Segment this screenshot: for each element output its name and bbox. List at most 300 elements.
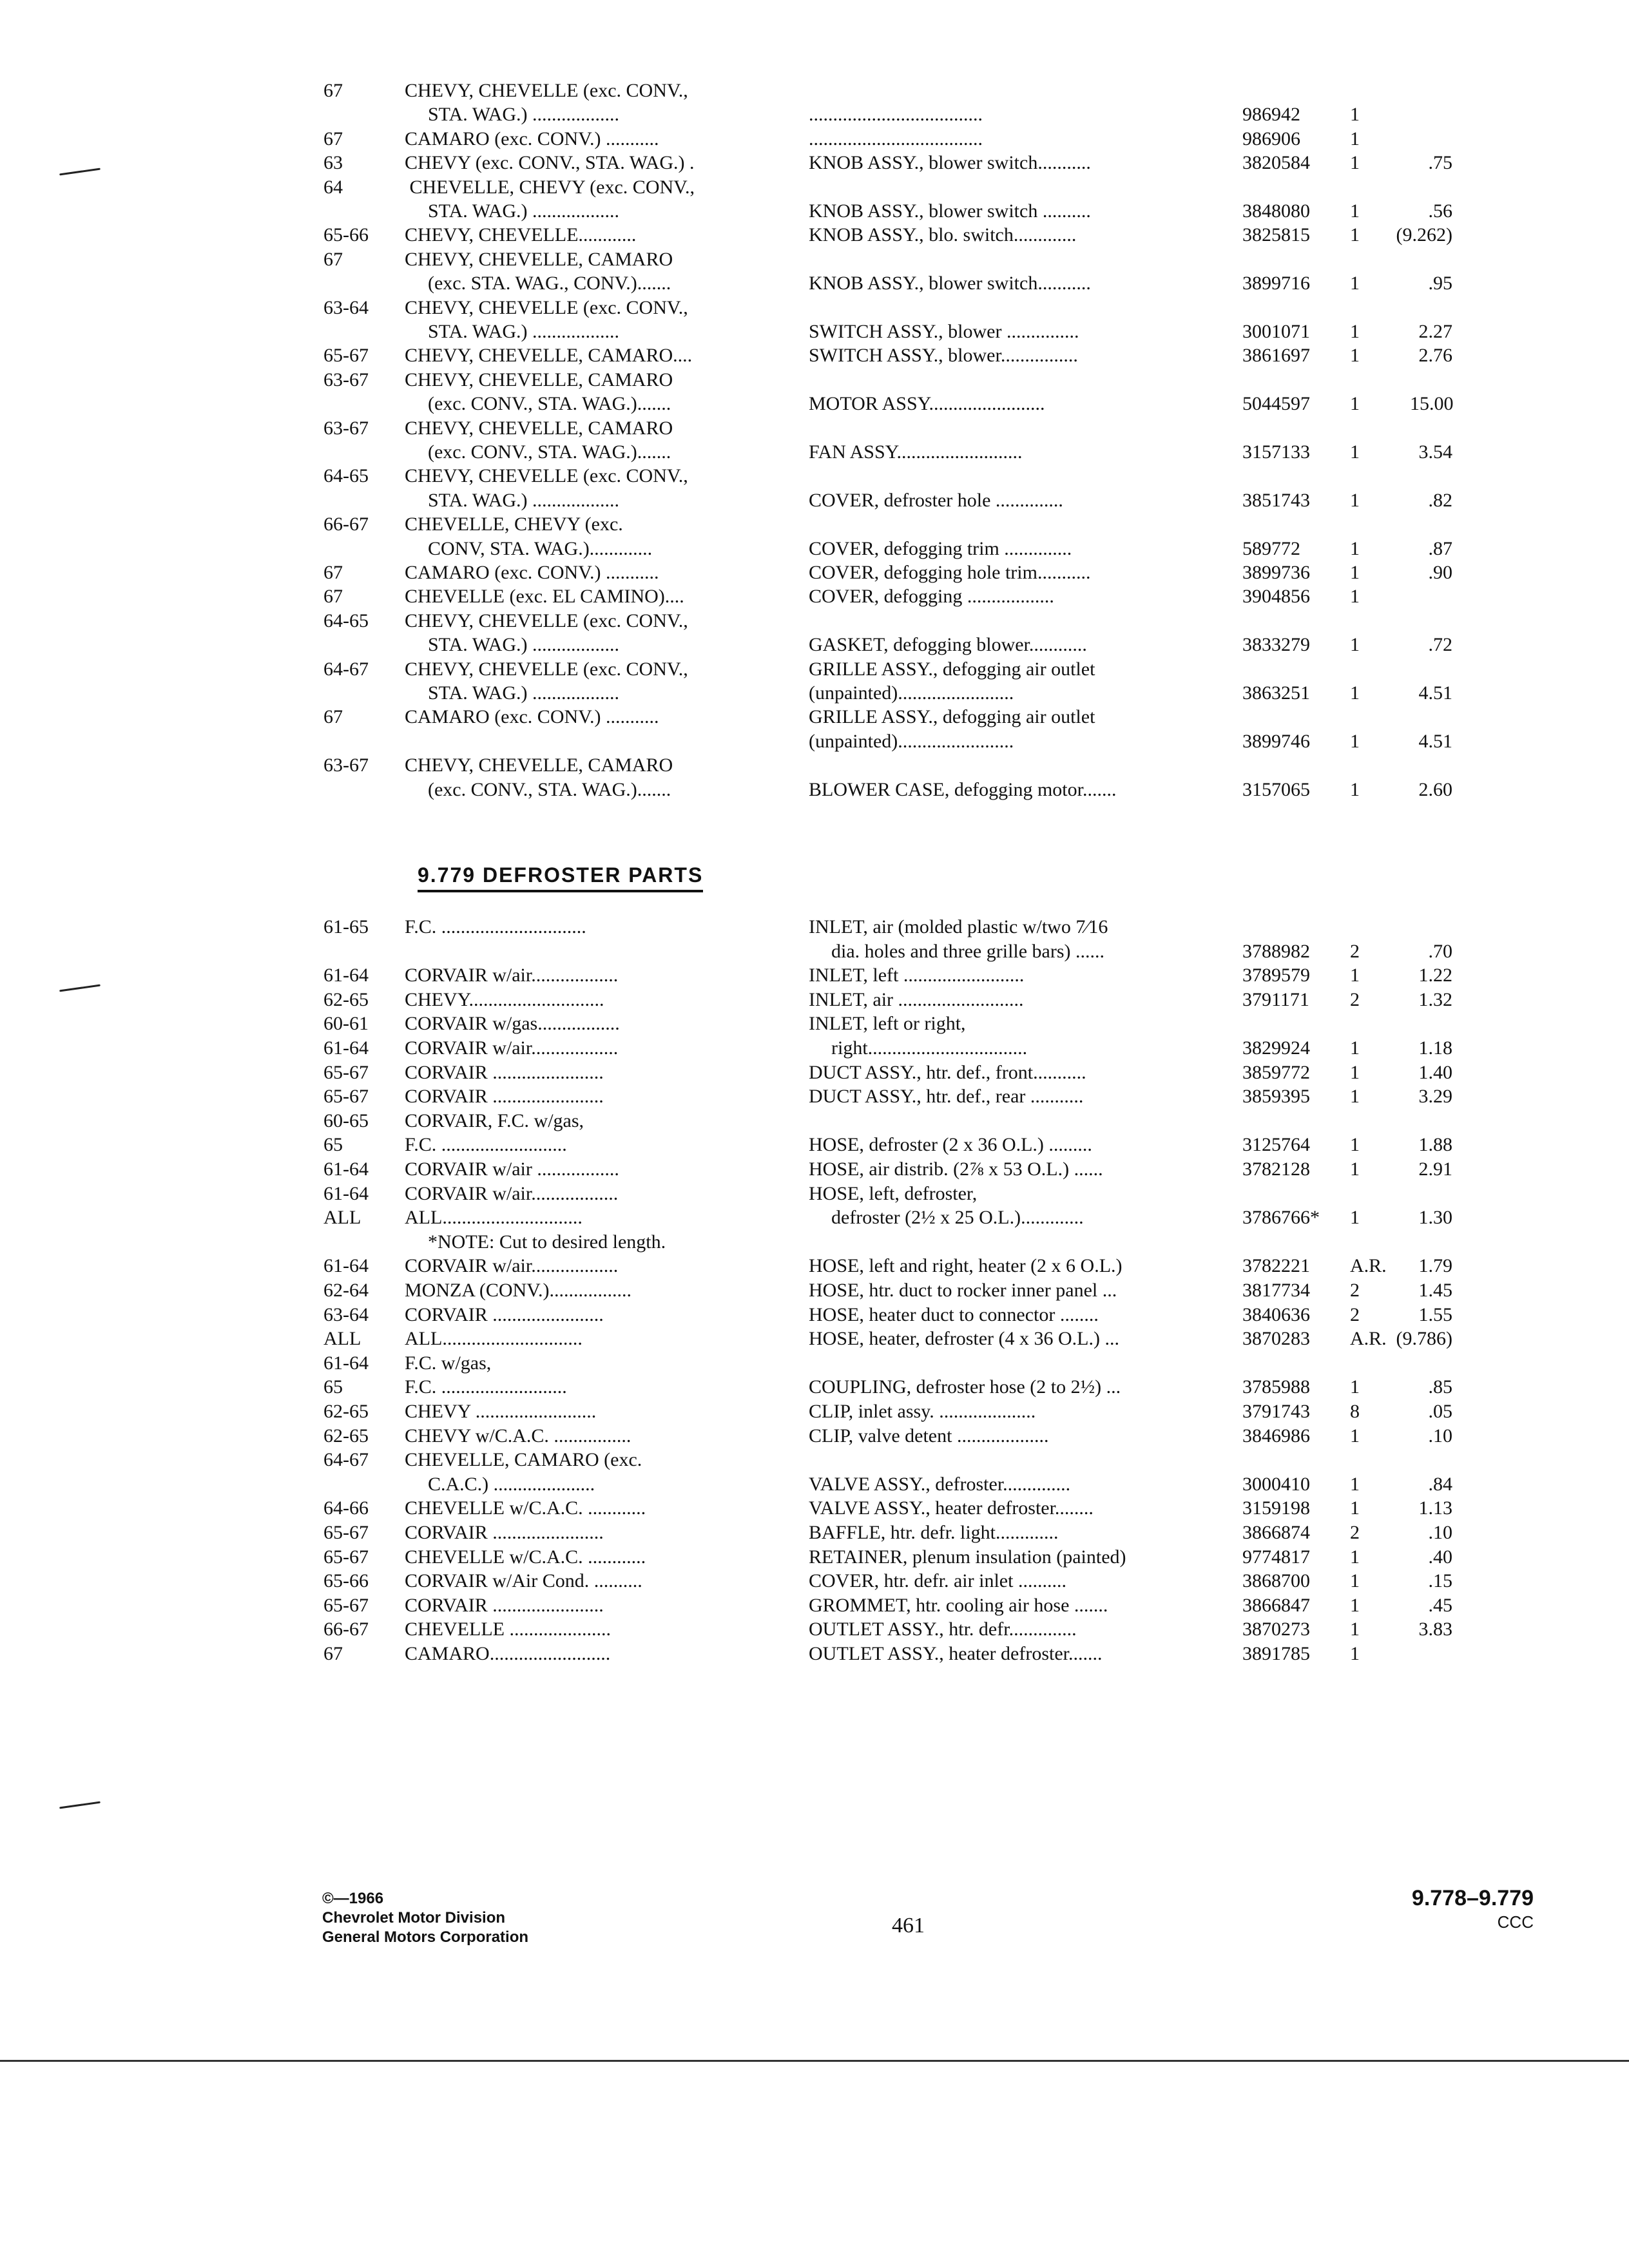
list-price: .15 [1428, 1570, 1452, 1592]
model-application: CORVAIR, F.C. w/gas, [405, 1110, 584, 1131]
part-number: 3899746 [1242, 730, 1310, 752]
model-application: CORVAIR ....................... [405, 1522, 604, 1543]
year-range: 65 [323, 1134, 343, 1156]
list-price: 1.22 [1418, 965, 1452, 986]
quantity: 1 [1350, 562, 1360, 583]
quantity: 1 [1350, 1594, 1360, 1616]
quantity: 1 [1350, 537, 1360, 559]
part-row [0, 223, 1629, 247]
year-range: 65-67 [323, 1546, 369, 1568]
part-number: 3001071 [1242, 321, 1310, 342]
model-application: CORVAIR ....................... [405, 1303, 604, 1325]
part-row [0, 1133, 1629, 1157]
model-application: CHEVY, CHEVELLE (exc. CONV., [405, 658, 688, 680]
corporation-name: General Motors Corporation [322, 1928, 529, 1946]
year-range: 61-64 [323, 1352, 369, 1374]
list-price: 15.00 [1410, 393, 1454, 415]
part-number: 3820584 [1242, 152, 1310, 174]
part-description: KNOB ASSY., blower switch........... [809, 152, 1091, 174]
part-number: 3891785 [1242, 1643, 1310, 1664]
part-row [0, 296, 1629, 320]
part-row [0, 1545, 1629, 1570]
part-number: 986906 [1242, 128, 1300, 149]
model-application: CORVAIR w/Air Cond. .......... [405, 1570, 642, 1592]
year-range: 64-65 [323, 465, 369, 487]
part-row [0, 584, 1629, 609]
quantity: 1 [1350, 778, 1360, 800]
part-row [0, 464, 1629, 488]
part-row [0, 1061, 1629, 1085]
list-price: .84 [1428, 1473, 1452, 1495]
part-description: GRILLE ASSY., defogging air outlet [809, 658, 1095, 680]
part-row [0, 320, 1629, 344]
list-price: .75 [1428, 152, 1452, 174]
part-row [0, 681, 1629, 706]
year-range: 65-67 [323, 1086, 369, 1108]
part-row [0, 1036, 1629, 1061]
model-application: CHEVY, CHEVELLE, CAMARO [405, 754, 673, 776]
part-number: 3851743 [1242, 489, 1310, 511]
model-application: CHEVY w/C.A.C. ................ [405, 1425, 631, 1446]
model-application: (exc. STA. WAG., CONV.)....... [428, 273, 671, 294]
part-row [0, 199, 1629, 224]
quantity: A.R. [1350, 1255, 1387, 1277]
model-application: CORVAIR w/air.................. [405, 965, 619, 986]
part-row [0, 1206, 1629, 1230]
part-row [0, 512, 1629, 537]
quantity: 1 [1350, 1546, 1360, 1568]
part-row [0, 705, 1629, 729]
quantity: A.R. [1350, 1328, 1387, 1350]
part-number: 3788982 [1242, 940, 1310, 962]
part-description: CLIP, inlet assy. .................... [809, 1401, 1036, 1422]
part-number: 3866847 [1242, 1594, 1310, 1616]
model-application: STA. WAG.) .................. [428, 200, 620, 222]
part-number: 3829924 [1242, 1037, 1310, 1059]
part-row [0, 561, 1629, 585]
year-range: 64 [323, 176, 343, 198]
part-row [0, 1182, 1629, 1206]
section-title: 9.779 DEFROSTER PARTS [418, 863, 703, 892]
model-application: CHEVY (exc. CONV., STA. WAG.) . [405, 152, 695, 174]
part-row [0, 102, 1629, 127]
model-application: CORVAIR w/air.................. [405, 1037, 619, 1059]
year-range: 67 [323, 248, 343, 270]
part-number: 3789579 [1242, 965, 1310, 986]
quantity: 2 [1350, 940, 1360, 962]
part-row [0, 753, 1629, 778]
year-range: 67 [323, 586, 343, 608]
quantity: 1 [1350, 1497, 1360, 1519]
part-number: 3868700 [1242, 1570, 1310, 1592]
part-number: 3786766* [1242, 1207, 1320, 1229]
year-range: 67 [323, 80, 343, 101]
year-range: 65-66 [323, 224, 369, 246]
list-price: .90 [1428, 562, 1452, 583]
quantity: 2 [1350, 1280, 1360, 1301]
part-number: 3859395 [1242, 1086, 1310, 1108]
list-price: .85 [1428, 1376, 1452, 1398]
model-application: CHEVELLE, CHEVY (exc. [405, 514, 623, 535]
quantity: 1 [1350, 104, 1360, 126]
part-description: RETAINER, plenum insulation (painted) [809, 1546, 1126, 1568]
model-application: STA. WAG.) .................. [428, 321, 620, 342]
part-row [0, 729, 1629, 754]
part-description: .................................... [809, 104, 983, 126]
quantity: 1 [1350, 1086, 1360, 1108]
model-application: CORVAIR ....................... [405, 1594, 604, 1616]
quantity: 1 [1350, 1643, 1360, 1664]
part-description: HOSE, heater duct to connector ........ [809, 1303, 1099, 1325]
quantity: 2 [1350, 1522, 1360, 1543]
part-description: DUCT ASSY., htr. def., rear ........... [809, 1086, 1084, 1108]
part-row [0, 1375, 1629, 1399]
part-description: COUPLING, defroster hose (2 to 2½) ... [809, 1376, 1121, 1398]
bottom-rule [0, 2060, 1629, 2062]
year-range: 64-67 [323, 1449, 369, 1471]
part-description: (unpainted)........................ [809, 730, 1014, 752]
part-number: 3859772 [1242, 1061, 1310, 1083]
part-number: 3846986 [1242, 1425, 1310, 1446]
part-description: VALVE ASSY., heater defroster........ [809, 1497, 1094, 1519]
part-description: dia. holes and three grille bars) ...... [831, 940, 1105, 962]
quantity: 1 [1350, 1061, 1360, 1083]
year-range: 65 [323, 1376, 343, 1398]
year-range: 65-67 [323, 345, 369, 367]
part-number: 3782221 [1242, 1255, 1310, 1277]
part-description: KNOB ASSY., blo. switch............. [809, 224, 1077, 246]
part-description: .................................... [809, 128, 983, 149]
part-number: 3000410 [1242, 1473, 1310, 1495]
publisher-block [322, 1889, 528, 1947]
part-description: defroster (2½ x 25 O.L.)............. [831, 1207, 1084, 1229]
part-row [0, 1084, 1629, 1109]
model-application: CORVAIR w/gas................. [405, 1013, 620, 1035]
quantity: 1 [1350, 224, 1360, 246]
list-price: .45 [1428, 1594, 1452, 1616]
list-price: 1.88 [1418, 1134, 1452, 1156]
part-description: DUCT ASSY., htr. def., front........... [809, 1061, 1086, 1083]
part-row [0, 247, 1629, 272]
year-range: 62-65 [323, 1401, 369, 1422]
part-number: 3785988 [1242, 1376, 1310, 1398]
catalog-code: CCC [1497, 1912, 1534, 1932]
part-row [0, 537, 1629, 561]
model-application: CHEVY, CHEVELLE, CAMARO.... [405, 345, 693, 367]
part-description: OUTLET ASSY., heater defroster....... [809, 1643, 1103, 1664]
part-number: 3157065 [1242, 778, 1310, 800]
part-row [0, 1230, 1629, 1254]
year-range: 61-65 [323, 916, 369, 937]
part-description: HOSE, air distrib. (2⅞ x 53 O.L.) ...... [809, 1158, 1103, 1180]
part-row [0, 488, 1629, 513]
list-price: 1.30 [1418, 1207, 1452, 1229]
part-row [0, 1303, 1629, 1327]
model-application: CAMARO (exc. CONV.) ........... [405, 562, 659, 583]
part-row [0, 1399, 1629, 1424]
model-application: (exc. CONV., STA. WAG.)....... [428, 778, 671, 800]
part-row [0, 1593, 1629, 1618]
section-reference [1379, 1885, 1534, 1932]
part-description: HOSE, defroster (2 x 36 O.L.) ......... [809, 1134, 1092, 1156]
model-application: CHEVY, CHEVELLE, CAMARO [405, 248, 673, 270]
part-row [0, 1254, 1629, 1278]
part-row [0, 151, 1629, 175]
list-price: 4.51 [1418, 730, 1452, 752]
part-row [0, 127, 1629, 151]
part-row [0, 1569, 1629, 1593]
quantity: 1 [1350, 1207, 1360, 1229]
year-range: 61-64 [323, 965, 369, 986]
quantity: 1 [1350, 1473, 1360, 1495]
year-range: 67 [323, 128, 343, 149]
list-price: .56 [1428, 200, 1452, 222]
part-row [0, 175, 1629, 200]
list-price: .70 [1428, 940, 1452, 962]
part-number: 3904856 [1242, 586, 1310, 608]
list-price: 2.76 [1418, 345, 1452, 367]
year-range: 60-61 [323, 1013, 369, 1035]
model-application: CHEVY, CHEVELLE............ [405, 224, 637, 246]
model-application: CHEVELLE ..................... [405, 1619, 611, 1640]
list-price: .10 [1428, 1522, 1452, 1543]
quantity: 1 [1350, 1376, 1360, 1398]
model-application: CONV, STA. WAG.)............. [428, 537, 653, 559]
year-range: 62-65 [323, 1425, 369, 1446]
year-range: 67 [323, 562, 343, 583]
part-number: 9774817 [1242, 1546, 1310, 1568]
part-number: 3817734 [1242, 1280, 1310, 1301]
part-description: FAN ASSY.......................... [809, 441, 1023, 463]
part-description: COVER, defogging trim .............. [809, 537, 1072, 559]
model-application: CORVAIR ....................... [405, 1061, 604, 1083]
list-price: .95 [1428, 273, 1452, 294]
model-application: CAMARO (exc. CONV.) ........... [405, 706, 659, 728]
part-row [0, 440, 1629, 465]
part-row [0, 633, 1629, 657]
part-number: 3899716 [1242, 273, 1310, 294]
part-number: 589772 [1242, 537, 1300, 559]
year-range: 65-66 [323, 1570, 369, 1592]
quantity: 1 [1350, 489, 1360, 511]
quantity: 1 [1350, 586, 1360, 608]
list-price: .82 [1428, 489, 1452, 511]
list-price: 1.55 [1418, 1303, 1452, 1325]
part-number: 3863251 [1242, 682, 1310, 704]
list-price: .40 [1428, 1546, 1452, 1568]
part-row [0, 609, 1629, 633]
quantity: 1 [1350, 273, 1360, 294]
model-application: STA. WAG.) .................. [428, 104, 620, 126]
model-application: CHEVELLE, CAMARO (exc. [405, 1449, 642, 1471]
part-number: 3866874 [1242, 1522, 1310, 1543]
part-description: BAFFLE, htr. defr. light............. [809, 1522, 1059, 1543]
list-price: 1.18 [1418, 1037, 1452, 1059]
part-row [0, 963, 1629, 988]
part-number: 3870283 [1242, 1328, 1310, 1350]
part-number: 3840636 [1242, 1303, 1310, 1325]
model-application: CHEVY, CHEVELLE (exc. CONV., [405, 296, 688, 318]
year-range: 61-64 [323, 1182, 369, 1204]
part-number: 3782128 [1242, 1158, 1310, 1180]
year-range: 67 [323, 1643, 343, 1664]
quantity: 1 [1350, 1619, 1360, 1640]
model-application: (exc. CONV., STA. WAG.)....... [428, 393, 671, 415]
model-application: CHEVY, CHEVELLE, CAMARO [405, 417, 673, 439]
section-range: 9.778–9.779 [1411, 1886, 1534, 1910]
part-description: GASKET, defogging blower............ [809, 634, 1087, 656]
quantity: 1 [1350, 345, 1360, 367]
part-row [0, 915, 1629, 939]
model-application: (exc. CONV., STA. WAG.)....... [428, 441, 671, 463]
year-range: ALL [323, 1207, 361, 1229]
year-range: 63-64 [323, 296, 369, 318]
part-description: KNOB ASSY., blower switch .......... [809, 200, 1091, 222]
list-price: (9.786) [1396, 1328, 1452, 1350]
part-number: 3791743 [1242, 1401, 1310, 1422]
part-description: SWITCH ASSY., blower................ [809, 345, 1078, 367]
model-application: CHEVY, CHEVELLE (exc. CONV., [405, 465, 688, 487]
year-range: 62-64 [323, 1280, 369, 1301]
part-number: 3833279 [1242, 634, 1310, 656]
model-application: CHEVELLE, CHEVY (exc. CONV., [405, 176, 695, 198]
model-application: F.C. w/gas, [405, 1352, 492, 1374]
quantity: 1 [1350, 1158, 1360, 1180]
part-description: VALVE ASSY., defroster.............. [809, 1473, 1071, 1495]
year-range: 63-67 [323, 754, 369, 776]
list-price: 2.60 [1418, 778, 1452, 800]
year-range: 66-67 [323, 1619, 369, 1640]
quantity: 1 [1350, 200, 1360, 222]
list-price: 3.83 [1418, 1619, 1452, 1640]
model-application: F.C. .......................... [405, 1134, 567, 1156]
quantity: 1 [1350, 1134, 1360, 1156]
quantity: 1 [1350, 965, 1360, 986]
part-description: HOSE, left, defroster, [809, 1182, 978, 1204]
part-description: (unpainted)........................ [809, 682, 1014, 704]
year-range: 63-67 [323, 417, 369, 439]
year-range: 61-64 [323, 1037, 369, 1059]
part-description: GRILLE ASSY., defogging air outlet [809, 706, 1095, 728]
part-row [0, 392, 1629, 416]
quantity: 1 [1350, 1037, 1360, 1059]
list-price: 1.13 [1418, 1497, 1452, 1519]
year-range: 61-64 [323, 1158, 369, 1180]
list-price: 4.51 [1418, 682, 1452, 704]
year-range: 60-65 [323, 1110, 369, 1131]
part-row [0, 1496, 1629, 1521]
year-range: 61-64 [323, 1255, 369, 1277]
part-row [0, 1424, 1629, 1448]
part-number: 3825815 [1242, 224, 1310, 246]
part-description: HOSE, htr. duct to rocker inner panel ... [809, 1280, 1117, 1301]
page-number: 461 [892, 1914, 925, 1937]
quantity: 1 [1350, 441, 1360, 463]
quantity: 8 [1350, 1401, 1360, 1422]
model-application: F.C. .............................. [405, 916, 586, 937]
part-number: 3848080 [1242, 200, 1310, 222]
copyright: ©—1966 [322, 1890, 384, 1907]
year-range: 66-67 [323, 514, 369, 535]
model-application: CHEVY, CHEVELLE (exc. CONV., [405, 610, 688, 631]
part-number: 3125764 [1242, 1134, 1310, 1156]
part-description: INLET, air .......................... [809, 988, 1024, 1010]
part-number: 3157133 [1242, 441, 1310, 463]
year-range: 64-67 [323, 658, 369, 680]
part-number: 3899736 [1242, 562, 1310, 583]
part-number: 3870273 [1242, 1619, 1310, 1640]
model-application: CHEVELLE (exc. EL CAMINO).... [405, 586, 684, 608]
model-application: CHEVY, CHEVELLE, CAMARO [405, 369, 673, 390]
year-range: 65-67 [323, 1522, 369, 1543]
list-price: 1.79 [1418, 1255, 1452, 1277]
part-description: BLOWER CASE, defogging motor....... [809, 778, 1117, 800]
part-row [0, 1278, 1629, 1303]
year-range: 62-65 [323, 988, 369, 1010]
model-application: ALL............................. [405, 1207, 583, 1229]
list-price: 1.32 [1418, 988, 1452, 1010]
list-price: 1.45 [1418, 1280, 1452, 1301]
part-number: 986942 [1242, 104, 1300, 126]
year-range: 65-67 [323, 1594, 369, 1616]
part-description: INLET, left ......................... [809, 965, 1025, 986]
list-price: 2.27 [1418, 321, 1452, 342]
year-range: 67 [323, 706, 343, 728]
part-row [0, 1472, 1629, 1497]
year-range: ALL [323, 1328, 361, 1350]
part-number: 3791171 [1242, 988, 1309, 1010]
model-application: CHEVY, CHEVELLE (exc. CONV., [405, 80, 688, 101]
part-description: OUTLET ASSY., htr. defr.............. [809, 1619, 1077, 1640]
part-description: CLIP, valve detent ................... [809, 1425, 1049, 1446]
part-row [0, 1012, 1629, 1036]
part-row [0, 1109, 1629, 1133]
list-price: (9.262) [1396, 224, 1452, 246]
part-row [0, 1642, 1629, 1666]
part-number: 3159198 [1242, 1497, 1310, 1519]
part-description: COVER, defogging hole trim........... [809, 562, 1091, 583]
part-row [0, 657, 1629, 682]
part-description: COVER, defogging .................. [809, 586, 1054, 608]
part-number: 3861697 [1242, 345, 1310, 367]
part-row [0, 79, 1629, 103]
list-price: .72 [1428, 634, 1452, 656]
quantity: 1 [1350, 1425, 1360, 1446]
year-range: 64-66 [323, 1497, 369, 1519]
model-application: CHEVELLE w/C.A.C. ............ [405, 1497, 646, 1519]
quantity: 1 [1350, 730, 1360, 752]
part-row [0, 368, 1629, 392]
part-description: SWITCH ASSY., blower ............... [809, 321, 1079, 342]
division-name: Chevrolet Motor Division [322, 1909, 506, 1927]
part-description: right................................. [831, 1037, 1028, 1059]
year-range: 65-67 [323, 1061, 369, 1083]
model-application: *NOTE: Cut to desired length. [428, 1231, 666, 1253]
year-range: 63-67 [323, 369, 369, 390]
part-row [0, 416, 1629, 441]
model-application: CHEVELLE w/C.A.C. ............ [405, 1546, 646, 1568]
list-price: .87 [1428, 537, 1452, 559]
list-price: 3.54 [1418, 441, 1452, 463]
part-row [0, 778, 1629, 802]
model-application: CAMARO......................... [405, 1643, 611, 1664]
part-row [0, 939, 1629, 964]
model-application: C.A.C.) ..................... [428, 1473, 595, 1495]
list-price: 2.91 [1418, 1158, 1452, 1180]
model-application: CAMARO (exc. CONV.) ........... [405, 128, 659, 149]
part-row [0, 271, 1629, 296]
list-price: .10 [1428, 1425, 1452, 1446]
